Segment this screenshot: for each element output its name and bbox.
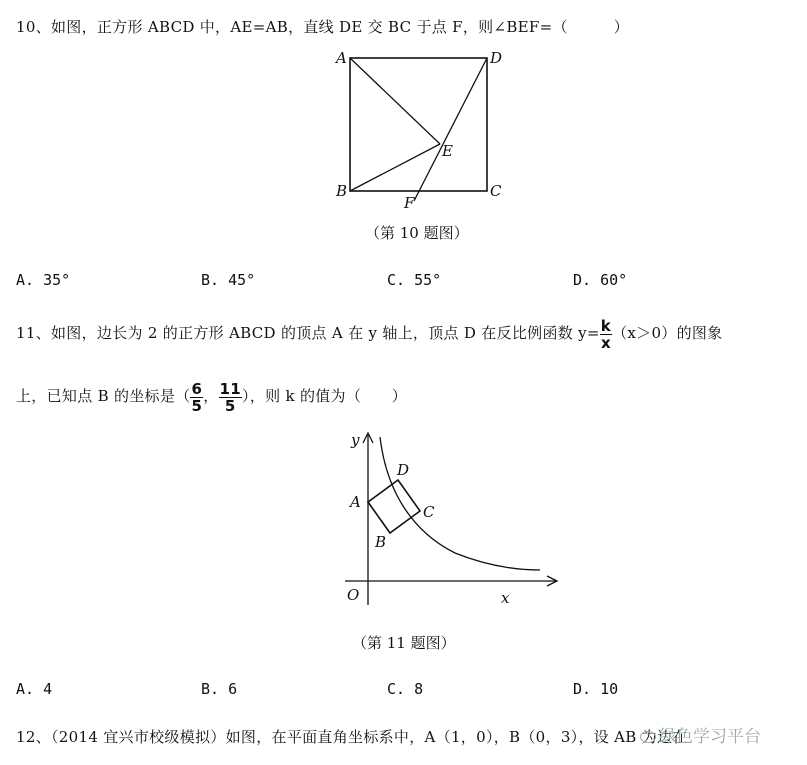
q10-option-d: D. 60° bbox=[573, 271, 628, 289]
q11-line2-before: 上，已知点 B 的坐标是（ bbox=[16, 387, 191, 405]
figure-10-caption: （第 10 题图） bbox=[365, 224, 469, 242]
segment-ae bbox=[350, 58, 440, 144]
label-x: x bbox=[501, 589, 510, 607]
figure-11 bbox=[335, 425, 575, 620]
question-10-text: 10、如图，正方形 ABCD 中，AE=AB，直线 DE 交 BC 于点 F，则∠BEF=（ ） bbox=[16, 18, 629, 36]
hyperbola-curve bbox=[380, 437, 540, 570]
by-num: 11 bbox=[219, 379, 242, 398]
q10-option-b: B. 45° bbox=[201, 271, 256, 289]
figure-10 bbox=[330, 46, 510, 216]
label-e: E bbox=[442, 142, 453, 160]
wechat-icon bbox=[640, 731, 656, 743]
q10-option-a: A. 35° bbox=[16, 271, 71, 289]
bx-fraction bbox=[190, 381, 203, 414]
bx-num: 6 bbox=[191, 379, 203, 398]
q11-option-c: C. 8 bbox=[387, 680, 424, 698]
question-12-text: 12、（2014 宜兴市校级模拟）如图，在平面直角坐标系中，A（1，0），B（0，3），设 AB 为边在 bbox=[16, 728, 688, 746]
label-c-11: C bbox=[423, 503, 435, 521]
question-11-line2 bbox=[16, 376, 407, 416]
segment-be bbox=[350, 144, 440, 191]
label-b: B bbox=[336, 182, 348, 200]
q11-comma: ， bbox=[203, 387, 219, 405]
by-den: 5 bbox=[224, 396, 236, 415]
q11-line2-after: ），则 k 的值为（ ） bbox=[242, 387, 408, 405]
label-y: y bbox=[351, 431, 360, 449]
question-11-line1 bbox=[16, 313, 722, 353]
q11-text-after: （x＞0）的图象 bbox=[612, 324, 723, 342]
label-a-11: A bbox=[350, 493, 361, 511]
func-num: k bbox=[600, 316, 612, 335]
q11-text-before: 11、如图，边长为 2 的正方形 ABCD 的顶点 A 在 y 轴上，顶点 D 在反比例函数 y= bbox=[16, 324, 600, 342]
function-fraction bbox=[600, 318, 612, 351]
label-o: O bbox=[347, 586, 360, 604]
label-f: F bbox=[404, 194, 415, 212]
q11-option-d: D. 10 bbox=[573, 680, 619, 698]
label-d-11: D bbox=[397, 461, 410, 479]
func-den: x bbox=[600, 333, 611, 352]
q11-option-b: B. 6 bbox=[201, 680, 238, 698]
label-c: C bbox=[490, 182, 502, 200]
watermark bbox=[640, 722, 761, 747]
label-a: A bbox=[336, 49, 347, 67]
label-b-11: B bbox=[375, 533, 387, 551]
by-fraction bbox=[219, 381, 242, 414]
figure-11-caption: （第 11 题图） bbox=[352, 634, 456, 652]
q11-option-a: A. 4 bbox=[16, 680, 53, 698]
bx-den: 5 bbox=[191, 396, 203, 415]
label-d: D bbox=[490, 49, 503, 67]
watermark-text: 绿色学习平台 bbox=[659, 727, 761, 747]
q10-option-c: C. 55° bbox=[387, 271, 442, 289]
